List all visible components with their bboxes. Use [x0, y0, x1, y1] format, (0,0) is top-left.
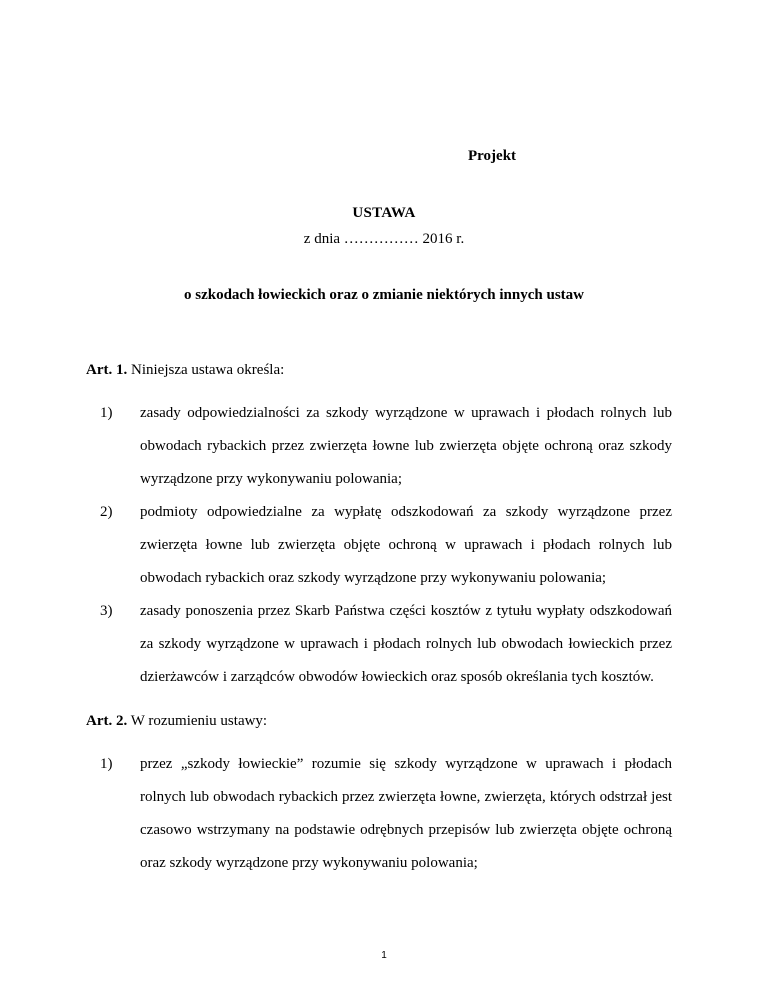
article-2-label: Art. 2.: [86, 713, 128, 729]
projekt-label: Projekt: [468, 148, 517, 164]
article-2-items: [100, 748, 672, 880]
article-2-intro: W rozumieniu ustawy:: [130, 713, 268, 729]
list-item: [100, 595, 672, 694]
document-subject: o szkodach łowieckich oraz o zmianie niektórych innych ustaw: [184, 287, 584, 303]
article-1-items: [100, 397, 672, 694]
item-text: zasady odpowiedzialności za szkody wyrządzone w uprawach i płodach rolnych lub obwodach rybackich przez zwierzęta łowne lub zwierzęta objęte ochroną oraz szkody wyrządzone przy wykonywaniu polowania;: [140, 405, 672, 487]
item-number: 1): [100, 756, 113, 772]
list-item: [100, 496, 672, 595]
item-number: 2): [100, 504, 113, 520]
document-title: USTAWA: [352, 205, 416, 221]
item-text: przez „szkody łowieckie” rozumie się szkody wyrządzone w uprawach i płodach rolnych lub obwodach rybackich przez zwierzęta łowne, zwierzęta, których odstrzał jest czasowo wstrzymany na podstawie odrębnych przepisów lub zwierzęta objęte ochroną oraz szkody wyrządzone przy wykonywaniu polowania;: [140, 756, 672, 871]
item-number: 1): [100, 405, 113, 421]
page-number: 1: [381, 950, 387, 961]
list-item: [100, 748, 672, 880]
article-1-label: Art. 1.: [86, 362, 128, 378]
article-1-heading: [86, 362, 284, 379]
list-item: [100, 397, 672, 496]
article-1-intro: Niniejsza ustawa określa:: [131, 362, 285, 378]
item-text: podmioty odpowiedzialne za wypłatę odszkodowań za szkody wyrządzone przez zwierzęta łowne lub zwierzęta objęte ochroną w uprawach i płodach rolnych lub obwodach rybackich oraz szkody wyrządzone przy wykonywaniu polowania;: [140, 504, 672, 586]
item-number: 3): [100, 603, 113, 619]
date-line: z dnia …………… 2016 r.: [303, 231, 465, 247]
article-2-heading: [86, 713, 267, 730]
item-text: zasady ponoszenia przez Skarb Państwa części kosztów z tytułu wypłaty odszkodowań za szkody wyrządzone w uprawach i płodach rolnych lub obwodach łowieckich przez dzierżawców i zarządców obwodów łowieckich oraz sposób określania tych kosztów.: [140, 603, 672, 685]
